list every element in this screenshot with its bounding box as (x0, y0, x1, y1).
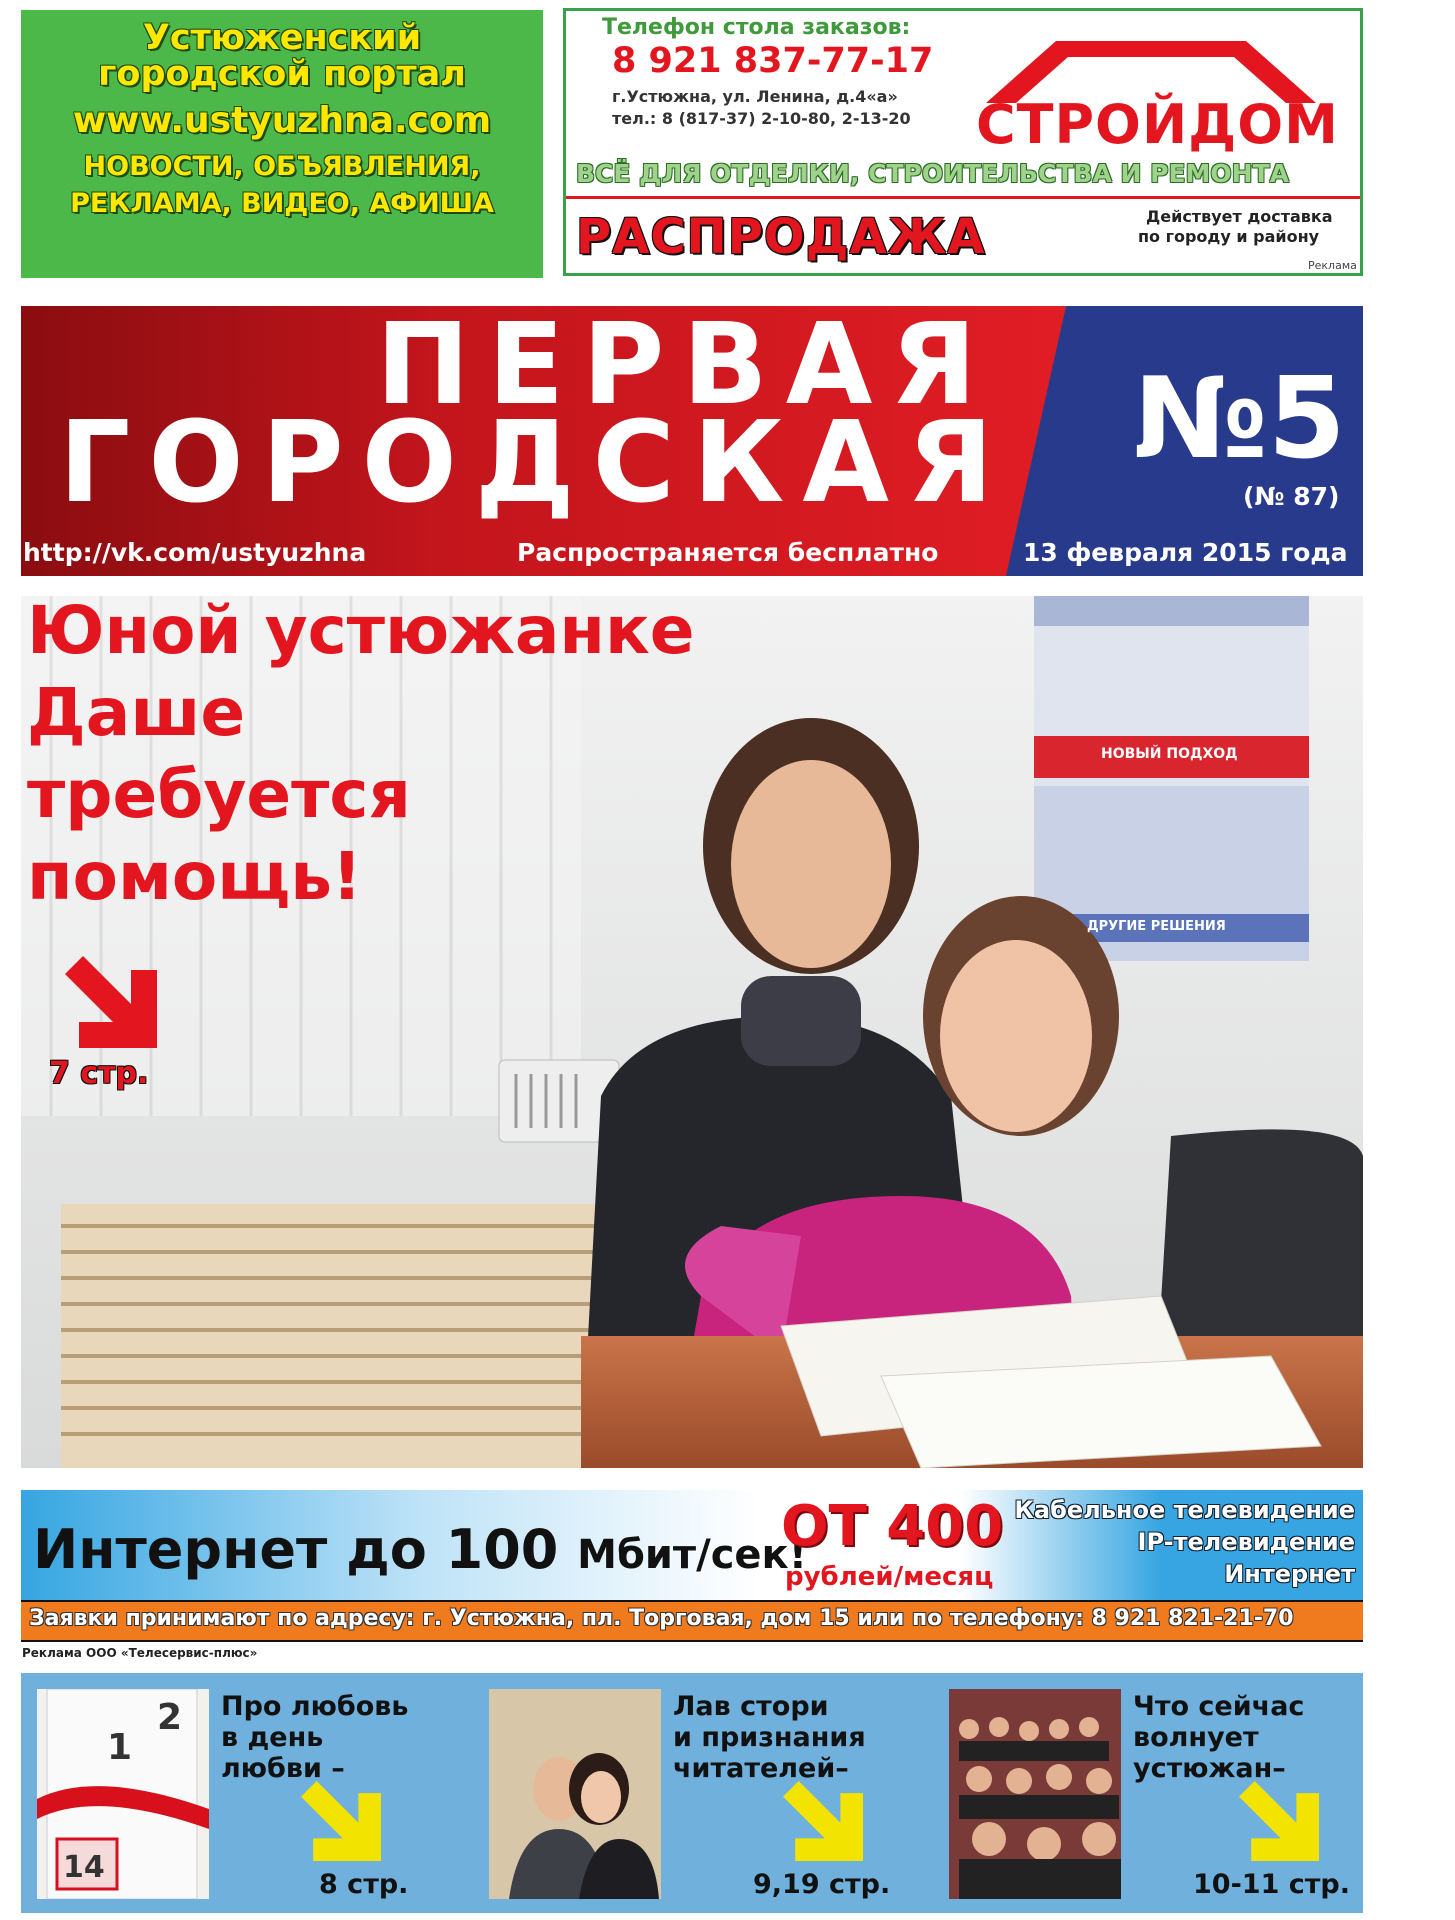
teaser-2-line3: читателей– (673, 1753, 849, 1784)
teaser-1-line1: Про любовь (221, 1691, 409, 1722)
brand-name: СТРОЙДОМ (976, 93, 1339, 156)
newspaper-title-line1: ПЕРВАЯ (376, 300, 995, 430)
brand-slogan: ВСЁ ДЛЯ ОТДЕЛКИ, СТРОИТЕЛЬСТВА И РЕМОНТА (576, 159, 1289, 188)
teaser-1-line3: любви – (221, 1753, 345, 1784)
internet-ad (21, 1490, 1363, 1642)
couple-photo (489, 1689, 661, 1899)
teaser-2-line2: и признания (673, 1722, 866, 1753)
teasers-panel (21, 1673, 1363, 1913)
order-phone-label: Телефон стола заказов: (602, 15, 911, 40)
portal-ad-line4: НОВОСТИ, ОБЪЯВЛЕНИЯ, (83, 151, 481, 182)
svg-text:2: 2 (157, 1697, 183, 1738)
hero-headline-4: помощь! (27, 838, 363, 915)
teaser-1-line2: в день (221, 1722, 324, 1753)
arrow-down-right-icon (65, 956, 157, 1048)
audience-photo (949, 1689, 1121, 1899)
store-tel: тел.: 8 (817-37) 2-10-80, 2-13-20 (612, 109, 911, 128)
hero-headline-3: требуется (27, 756, 411, 833)
order-phone: 8 921 837-77-17 (612, 41, 934, 81)
calendar-banner-1: НОВЫЙ ПОДХОД (1101, 746, 1238, 762)
teaser-1-photo (37, 1689, 209, 1899)
teaser-3-text (1133, 1691, 1304, 1784)
teaser-2-arrow-icon (783, 1781, 863, 1861)
internet-price-unit: рублей/месяц (785, 1562, 994, 1592)
teaser-1-arrow-icon (301, 1781, 381, 1861)
issue-number: №5 (1133, 354, 1346, 484)
ad-divider (566, 196, 1360, 199)
svg-text:14: 14 (63, 1850, 105, 1885)
teaser-1-text (221, 1691, 408, 1784)
internet-contact-bar (21, 1600, 1363, 1642)
teaser-3-line2: волнует (1133, 1722, 1259, 1753)
portal-ad-line5: РЕКЛАМА, ВИДЕО, АФИША (70, 188, 494, 219)
service-internet: Интернет (1224, 1560, 1355, 1588)
internet-speed-headline (33, 1518, 807, 1581)
issue-total: (№ 87) (1243, 482, 1340, 511)
internet-speed-main: Интернет до 100 (33, 1518, 559, 1581)
portal-ad-line1: Устюженский (142, 18, 422, 58)
delivery-line2: по городу и району (1138, 227, 1320, 246)
calendar-heart-icon (37, 1689, 209, 1899)
internet-ad-credit: Реклама ООО «Телесервис-плюс» (22, 1646, 258, 1660)
hero-headline-1: Юной устюжанке (27, 596, 695, 669)
service-cable-tv: Кабельное телевидение (1014, 1496, 1355, 1524)
teaser-3-line3: устюжан– (1133, 1753, 1286, 1784)
portal-ad-url[interactable]: www.ustyuzhna.com (72, 100, 492, 141)
sale-banner: РАСПРОДАЖА (576, 209, 986, 265)
vk-link[interactable]: http://vk.com/ustyuzhna (23, 538, 367, 567)
internet-price: ОТ 400 (781, 1494, 1004, 1559)
delivery-line1: Действует доставка (1146, 207, 1333, 226)
hero-page-ref[interactable]: 7 стр. (49, 1056, 149, 1091)
teaser-1-page[interactable]: 8 стр. (319, 1869, 409, 1900)
ad-label: Реклама (1308, 259, 1357, 272)
masthead (21, 300, 1363, 576)
svg-text:1: 1 (107, 1727, 133, 1768)
hero-photo (21, 596, 1363, 1468)
teaser-3-line1: Что сейчас (1133, 1691, 1305, 1722)
store-address: г.Устюжна, ул. Ленина, д.4«а» (612, 87, 898, 106)
teaser-2-line1: Лав стори (673, 1691, 829, 1722)
teaser-2-text (673, 1691, 866, 1784)
hero-headline-2: Даше (27, 674, 246, 751)
portal-ad-line2: городской портал (98, 54, 466, 94)
teaser-2-photo (489, 1689, 661, 1899)
teaser-3-photo (949, 1689, 1121, 1899)
stroydom-ad (563, 8, 1363, 276)
internet-speed-unit: Мбит/сек! (577, 1532, 807, 1578)
portal-ad (21, 10, 543, 278)
service-ip-tv: IP-телевидение (1137, 1528, 1355, 1556)
teaser-3-arrow-icon (1239, 1781, 1319, 1861)
free-distribution: Распространяется бесплатно (517, 538, 939, 567)
teaser-3-page[interactable]: 10-11 стр. (1193, 1869, 1350, 1900)
issue-date: 13 февраля 2015 года (1023, 538, 1348, 567)
calendar-banner-2: ДРУГИЕ РЕШЕНИЯ (1087, 919, 1226, 934)
teaser-2-page[interactable]: 9,19 стр. (753, 1869, 891, 1900)
internet-contact: Заявки принимают по адресу: г. Устюжна, пл. Торговая, дом 15 или по телефону: 8 921 821-21-70 (29, 1606, 1294, 1631)
newspaper-title-line2: ГОРОДСКАЯ (59, 398, 1012, 528)
